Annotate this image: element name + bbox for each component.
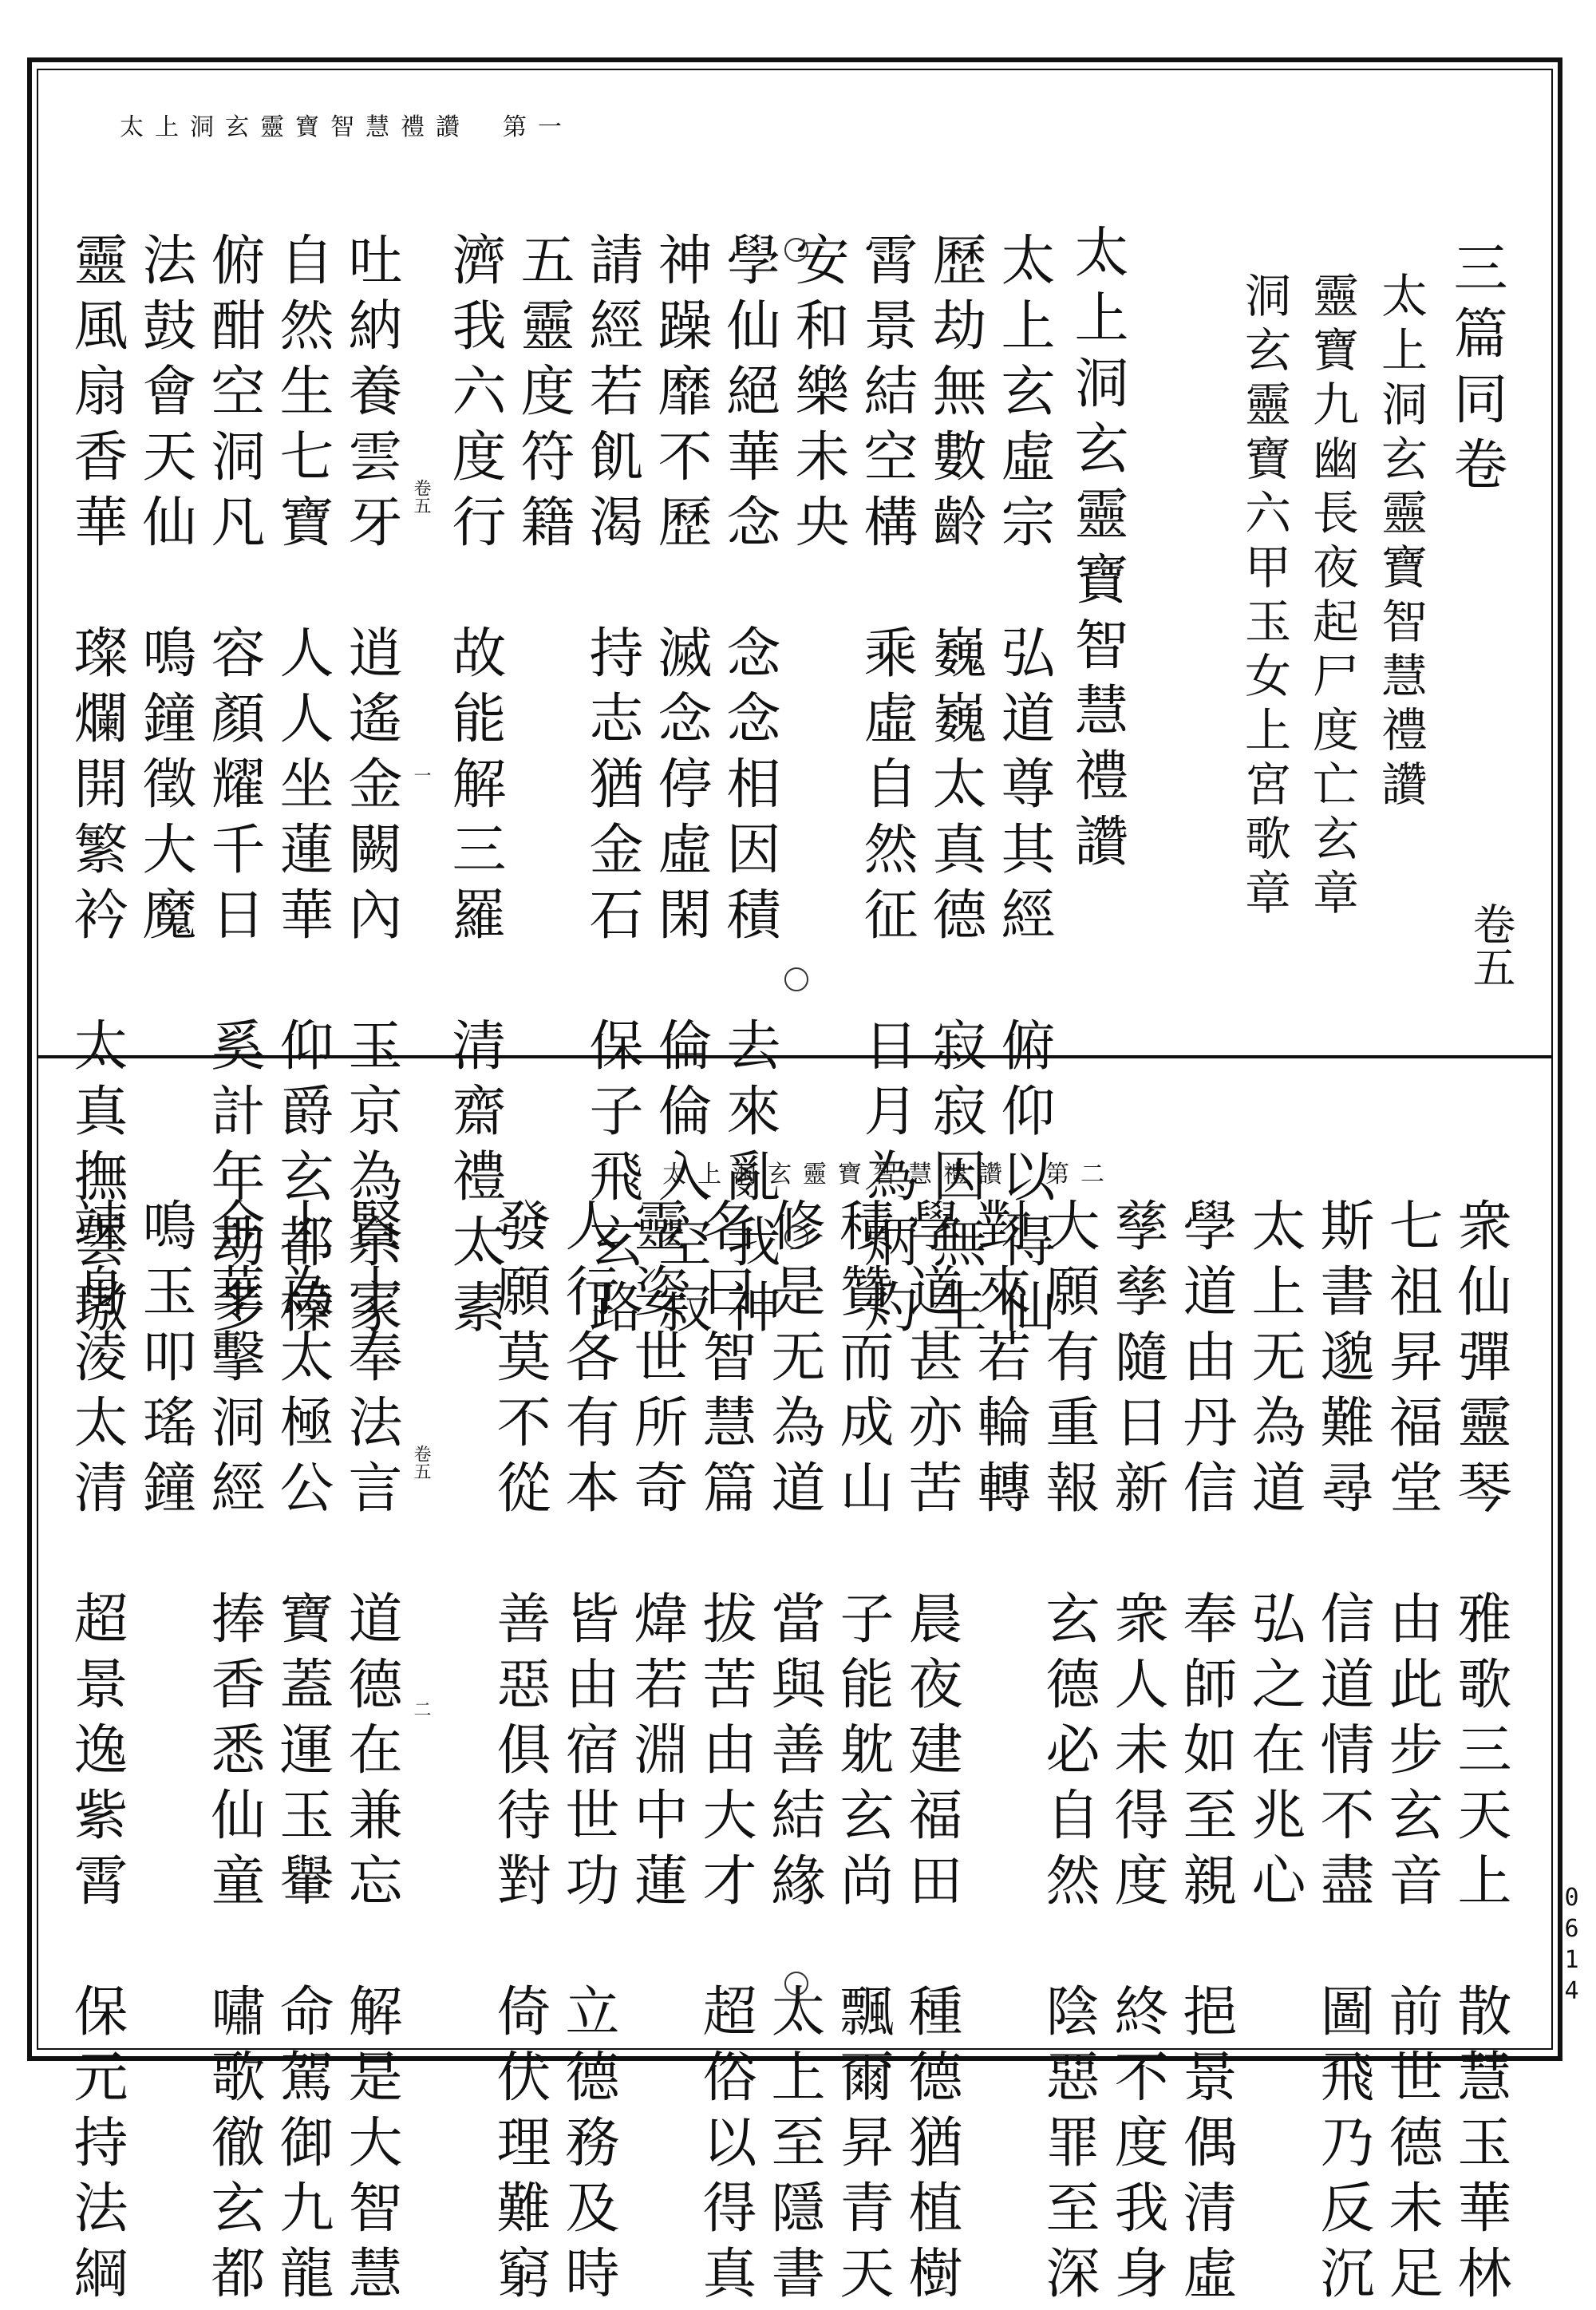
verse-line: 五靈度符籍 — [512, 231, 575, 559]
verse-line: 俯酣空洞凡 容顏耀千日 奚計年劫多 — [202, 231, 265, 1344]
text-title: 太上洞玄靈寶智慧禮讚 — [1065, 223, 1128, 878]
running-head-title: 太上洞玄靈寶智慧禮讚 — [662, 1161, 1013, 1189]
verse-line: 七祖昇福堂 由此步玄音 前世德未足 — [1380, 1197, 1443, 2310]
verse-line: 金華擊洞經 捧香悉仙童 嘯歌徹玄都 — [202, 1197, 265, 2310]
section-mark: 一 — [411, 766, 431, 784]
verse-line: 太上玄虛宗 弘道尊其經 俯仰以得仙 — [992, 231, 1055, 1344]
verse-line: 衆仙彈靈琴 雅歌三天上 散慧玉華林 — [1448, 1197, 1511, 2310]
verse-line: 吐納養雲牙 逍遙金闕內 玉京為余家 — [339, 231, 402, 1344]
collection-heading: 三篇同卷 — [1444, 239, 1507, 501]
collection-title-1: 太上洞玄靈寶智慧禮讚 — [1373, 271, 1428, 814]
verse-line: 自然生七寶 人人坐蓮華 仰爵玄都榛 — [271, 231, 334, 1344]
verse-line: 太上无為道 弘之在兆心 — [1242, 1197, 1306, 1917]
volume-label: 卷五 — [1466, 902, 1516, 988]
punctuation-circle — [784, 1972, 808, 1996]
verse-line: 積贊而成山 子能躭玄尚 飄爾昇青天 — [831, 1197, 894, 2310]
running-head-top — [120, 107, 573, 142]
collection-title-2: 靈寶九幽長夜起尸度亡玄章 — [1305, 271, 1359, 923]
verse-line: 靈姿世所奇 煒若淵中蓮 — [625, 1197, 688, 1917]
verse-line: 對來若輪轉 — [968, 1197, 1031, 1525]
collection-title-3: 洞玄靈寶六甲玉女上宮歌章 — [1237, 271, 1291, 923]
verse-line: 名曰智慧篇 拔苦由大才 超俗以得真 — [693, 1197, 757, 2310]
verse-line: 濟我六度行 故能解三羅 清齋禮太素 — [443, 231, 506, 1344]
verse-line: 人行各有本 皆由宿世功 立德務及時 — [556, 1197, 619, 2310]
punctuation-circle — [784, 967, 808, 991]
running-head-title: 太上洞玄靈寶智慧禮讚 — [120, 113, 471, 141]
verse-line: 發願莫不從 善惡俱待對 倚伏理難窮 — [488, 1197, 551, 2310]
page-number: 0614 — [1558, 1884, 1586, 2008]
verse-line: 孳孳隨日新 衆人未得度 終不度我身 — [1105, 1197, 1168, 2310]
verse-line: 靈風扇香華 璨爛開繁衿 太真撫雲璈 — [65, 231, 128, 1344]
section-mark: 卷五 — [411, 479, 431, 514]
running-head-leaf: 第二 — [1045, 1161, 1116, 1189]
verse-line: 學道甚亦苦 晨夜建福田 種德猶植樹 — [899, 1197, 962, 2310]
verse-line: 斯書邈難尋 信道情不盡 圖飛乃反沉 — [1311, 1197, 1374, 2310]
verse-line: 鳴玉叩瑤鐘 — [133, 1197, 196, 1525]
verse-line: 學道由丹信 奉師如至親 挹景偶清虛 — [1174, 1197, 1237, 2310]
verse-line: 法鼓會天仙 鳴鐘徵大魔 — [133, 231, 196, 951]
verse-line: 大願有重報 玄德必自然 陰惡罪至深 — [1037, 1197, 1100, 2310]
verse-line: 神躁靡不歷 滅念停虛閑 倫倫入空寂 — [649, 231, 712, 1344]
punctuation-circle — [784, 238, 808, 262]
verse-line: 學仙絕華念 念念相因積 去來亂我神 — [717, 231, 780, 1344]
verse-line: 請經若飢渴 持志猶金石 保子飛玄路 — [580, 231, 643, 1344]
verse-line: 霄景結空構 乘虛自然征 日月為炳灼 — [855, 231, 918, 1344]
running-head-bottom — [662, 1154, 1116, 1189]
verse-line: 竦身淩太清 超景逸紫霄 保元持法綱 — [65, 1197, 128, 2310]
verse-line: 安和樂未央 — [786, 231, 849, 559]
section-mark: 二 — [411, 1700, 431, 1718]
section-mark: 卷五 — [411, 1445, 431, 1480]
verse-line: 賢士奉法言 道德在兼忘 解是大智慧 — [339, 1197, 402, 2310]
verse-line: 修是无為道 當與善結緣 太上至隱書 — [762, 1197, 825, 2310]
verse-line: 歷劫無數齡 巍巍太真德 寂寂因無生 — [923, 231, 986, 1344]
running-head-leaf: 第一 — [503, 113, 573, 141]
verse-line: 上為太極公 寶蓋運玉轝 命駕御九龍 — [271, 1197, 334, 2310]
